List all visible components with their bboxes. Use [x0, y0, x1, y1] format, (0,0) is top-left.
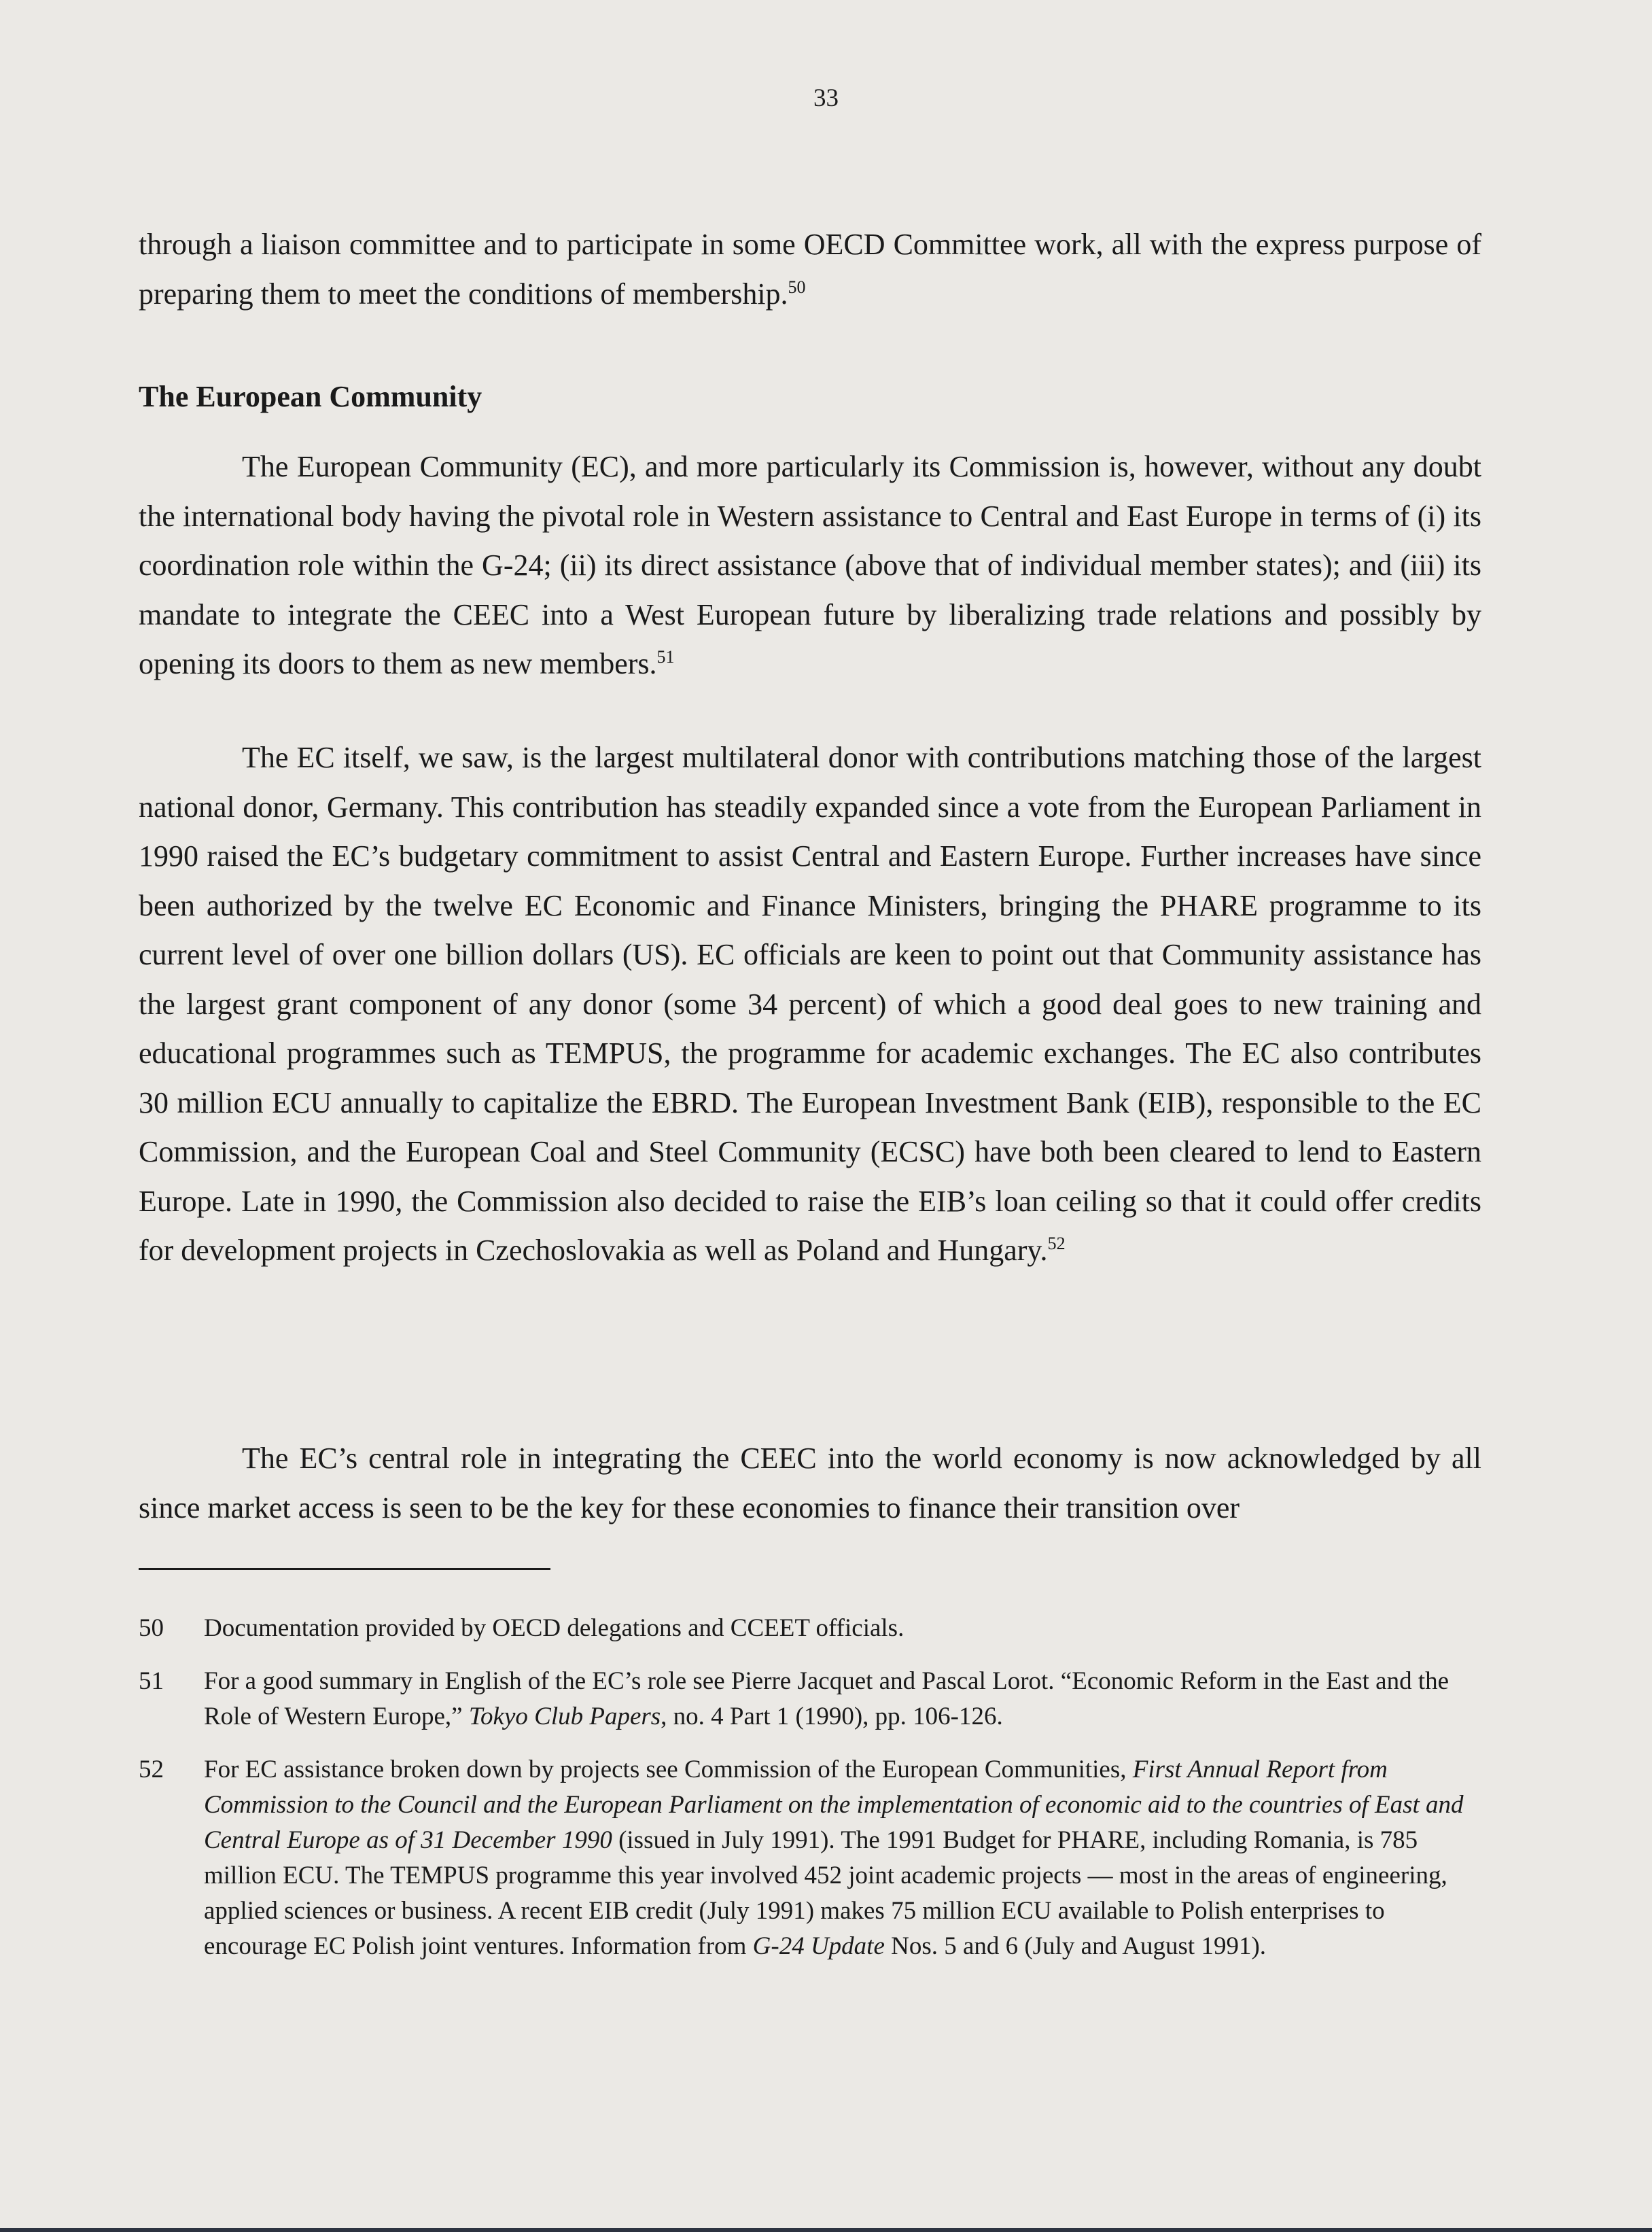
footnote-ref-51: 51: [656, 647, 675, 667]
footnotes: [139, 1611, 1481, 1982]
page-number: 33: [813, 84, 839, 112]
footnote-cited-title: Tokyo Club Papers: [468, 1703, 661, 1730]
footnote-text-part: For EC assistance broken down by projects see Commission of the European Communities,: [204, 1756, 1133, 1783]
paragraph-ec-donor: [139, 733, 1481, 1276]
footnote-51: [139, 1664, 1481, 1734]
paragraph-intro: [139, 220, 1481, 319]
paragraph-ec-central: [139, 1434, 1481, 1533]
paragraph-ec-role-text: The European Community (EC), and more particularly its Commission is, however, without any doubt the international body having the pivotal role in Western assistance to Central and East Europe in terms of (i) its coordination role within the G-24; (ii) its direct assistance (above that of individual member states); and (iii) its mandate to integrate the CEEC into a West European future by liberalizing trade relations and possibly by opening its doors to them as new members.: [139, 450, 1481, 680]
footnote-text-part: For a good summary in English of the EC’s role see Pierre Jacquet and Pascal Lorot. “Economic Reform in the East and the Role of Western Europe,”: [204, 1667, 1449, 1730]
footnote-ref-50: 50: [788, 277, 806, 297]
footnote-50: [139, 1611, 1481, 1646]
footnote-number: 50: [139, 1614, 164, 1642]
paragraph-ec-donor-text: The EC itself, we saw, is the largest multilateral donor with contributions matching those of the largest national donor, Germany. This contribution has steadily expanded since a vote from the European Parliament in 1990 raised the EC’s budgetary commitment to assist Central and Eastern Europe. Further increases have since been authorized by the twelve EC Economic and Finance Ministers, bringing the PHARE programme to its current level of over one billion dollars (US). EC officials are keen to point out that Community assistance has the largest grant component of any donor (some 34 percent) of which a good deal goes to new training and educational programmes such as TEMPUS, the programme for academic exchanges. The EC also contributes 30 million ECU annually to capitalize the EBRD. The European Investment Bank (EIB), responsible to the EC Commission, and the European Coal and Steel Community (ECSC) have both been cleared to lend to Eastern Europe. Late in 1990, the Commission also decided to raise the EIB’s loan ceiling so that it could offer credits for development projects in Czechoslovakia as well as Poland and Hungary.: [139, 741, 1481, 1267]
footnote-text: Documentation provided by OECD delegations and CCEET officials.: [204, 1614, 904, 1642]
footnote-text-part: (issued in July 1991). The 1991 Budget for PHARE, including Romania, is 785 million ECU. The TEMPUS programme this year involved 452 joint academic projects — most in the areas of engineering, applied sciences or business. A recent EIB credit (July 1991) makes 75 million ECU available to Polish enterprises to encourage EC Polish joint ventures. Information from: [204, 1826, 1447, 1960]
footnote-number: 52: [139, 1756, 164, 1783]
paragraph-ec-central-text: The EC’s central role in integrating the CEEC into the world economy is now acknowledged by all since market access is seen to be the key for these economies to finance their transition over: [139, 1442, 1481, 1524]
footnote-divider: [139, 1568, 550, 1570]
footnote-text-part: Nos. 5 and 6 (July and August 1991).: [884, 1932, 1267, 1960]
footnote-text: [204, 1664, 1481, 1734]
footnote-text-part: , no. 4 Part 1 (1990), pp. 106-126.: [661, 1703, 1003, 1730]
section-heading: The European Community: [139, 380, 482, 413]
footnote-text: [204, 1752, 1481, 1964]
footnote-52: [139, 1752, 1481, 1964]
footnote-number: 51: [139, 1667, 164, 1695]
scan-bottom-edge: [0, 2228, 1652, 2232]
footnote-ref-52: 52: [1047, 1234, 1066, 1253]
footnote-cited-title: First Annual Report from Commission to the Council and the European Parliament on the implementation of economic aid to the countries of East and Central Europe as of 31 December 1990: [204, 1756, 1464, 1854]
paragraph-ec-role: [139, 442, 1481, 689]
footnote-cited-title: G-24 Update: [752, 1932, 885, 1960]
paragraph-intro-text: through a liaison committee and to participate in some OECD Committee work, all with the express purpose of preparing them to meet the conditions of membership.: [139, 228, 1481, 311]
